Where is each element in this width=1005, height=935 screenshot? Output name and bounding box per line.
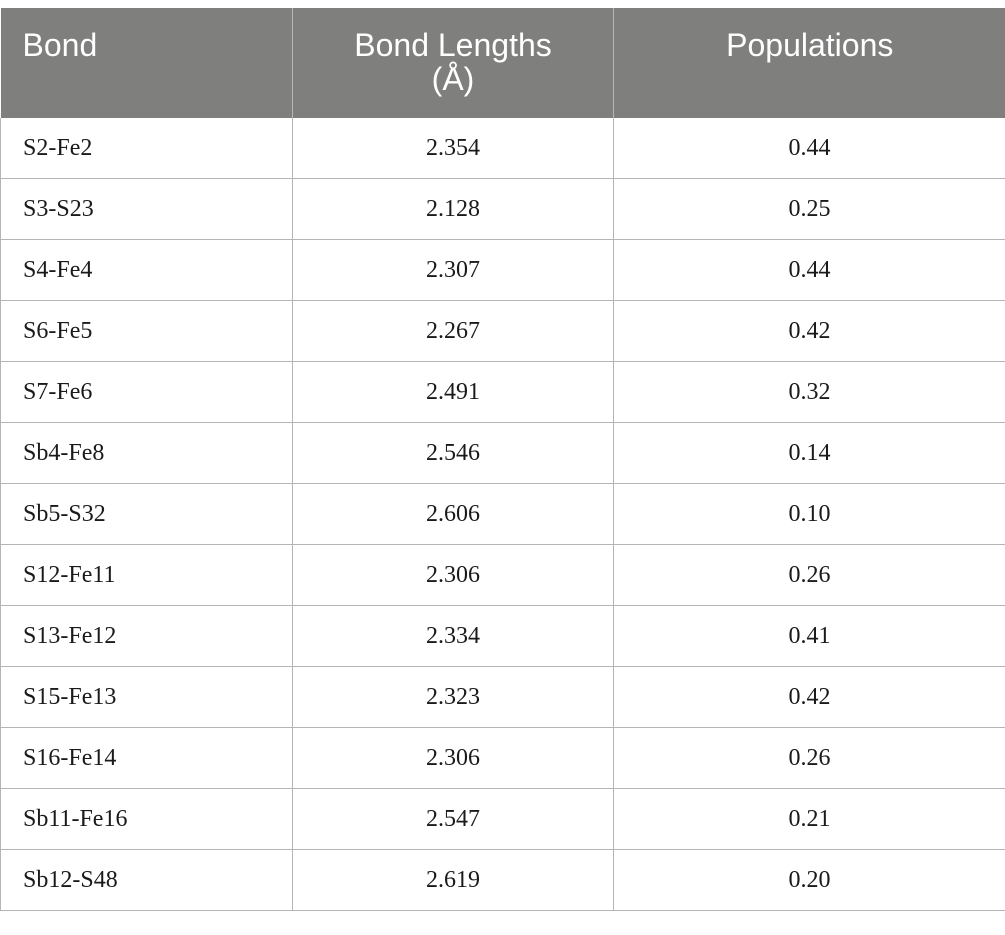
table-row [1, 667, 1005, 728]
table-row [1, 728, 1005, 789]
population-cell: 0.32 [614, 362, 1005, 423]
table-row [1, 240, 1005, 301]
bond-length-cell: 2.354 [293, 118, 614, 179]
header-bond [1, 8, 293, 118]
table-row [1, 606, 1005, 667]
bond-length-cell: 2.334 [293, 606, 614, 667]
population-cell: 0.14 [614, 423, 1005, 484]
header-bond-lengths-label [293, 8, 613, 96]
header-bond-lengths-line1: Bond Lengths [354, 27, 552, 63]
population-cell: 0.42 [614, 667, 1005, 728]
table-row [1, 118, 1005, 179]
table-row [1, 545, 1005, 606]
bond-length-cell: 2.306 [293, 545, 614, 606]
bond-cell: S16-Fe14 [1, 728, 293, 789]
bond-length-cell: 2.323 [293, 667, 614, 728]
table-row [1, 301, 1005, 362]
bond-table-container [0, 8, 1005, 911]
header-bond-lengths [293, 8, 614, 118]
header-row [1, 8, 1005, 118]
bond-table [0, 8, 1005, 911]
header-bond-lengths-line2: (Å) [431, 61, 475, 97]
population-cell: 0.41 [614, 606, 1005, 667]
table-row [1, 423, 1005, 484]
table-row [1, 850, 1005, 911]
bond-cell: S6-Fe5 [1, 301, 293, 362]
bond-cell: S4-Fe4 [1, 240, 293, 301]
population-cell: 0.44 [614, 240, 1005, 301]
table-row [1, 484, 1005, 545]
bond-cell: S13-Fe12 [1, 606, 293, 667]
bond-length-cell: 2.606 [293, 484, 614, 545]
table-row [1, 362, 1005, 423]
bond-length-cell: 2.128 [293, 179, 614, 240]
population-cell: 0.44 [614, 118, 1005, 179]
bond-length-cell: 2.306 [293, 728, 614, 789]
header-populations [614, 8, 1005, 118]
bond-cell: S2-Fe2 [1, 118, 293, 179]
bond-cell: Sb5-S32 [1, 484, 293, 545]
bond-cell: Sb12-S48 [1, 850, 293, 911]
population-cell: 0.21 [614, 789, 1005, 850]
header-populations-label: Populations [726, 27, 894, 63]
bond-cell: Sb11-Fe16 [1, 789, 293, 850]
bond-cell: S3-S23 [1, 179, 293, 240]
population-cell: 0.26 [614, 545, 1005, 606]
bond-cell: Sb4-Fe8 [1, 423, 293, 484]
bond-length-cell: 2.546 [293, 423, 614, 484]
population-cell: 0.26 [614, 728, 1005, 789]
table-row [1, 179, 1005, 240]
header-bond-label: Bond [22, 27, 98, 63]
bond-cell: S7-Fe6 [1, 362, 293, 423]
table-body [1, 118, 1005, 911]
bond-length-cell: 2.307 [293, 240, 614, 301]
population-cell: 0.42 [614, 301, 1005, 362]
table-header [1, 8, 1005, 118]
bond-length-cell: 2.267 [293, 301, 614, 362]
bond-cell: S12-Fe11 [1, 545, 293, 606]
population-cell: 0.25 [614, 179, 1005, 240]
table-row [1, 789, 1005, 850]
bond-length-cell: 2.491 [293, 362, 614, 423]
population-cell: 0.10 [614, 484, 1005, 545]
bond-length-cell: 2.619 [293, 850, 614, 911]
bond-cell: S15-Fe13 [1, 667, 293, 728]
bond-length-cell: 2.547 [293, 789, 614, 850]
population-cell: 0.20 [614, 850, 1005, 911]
